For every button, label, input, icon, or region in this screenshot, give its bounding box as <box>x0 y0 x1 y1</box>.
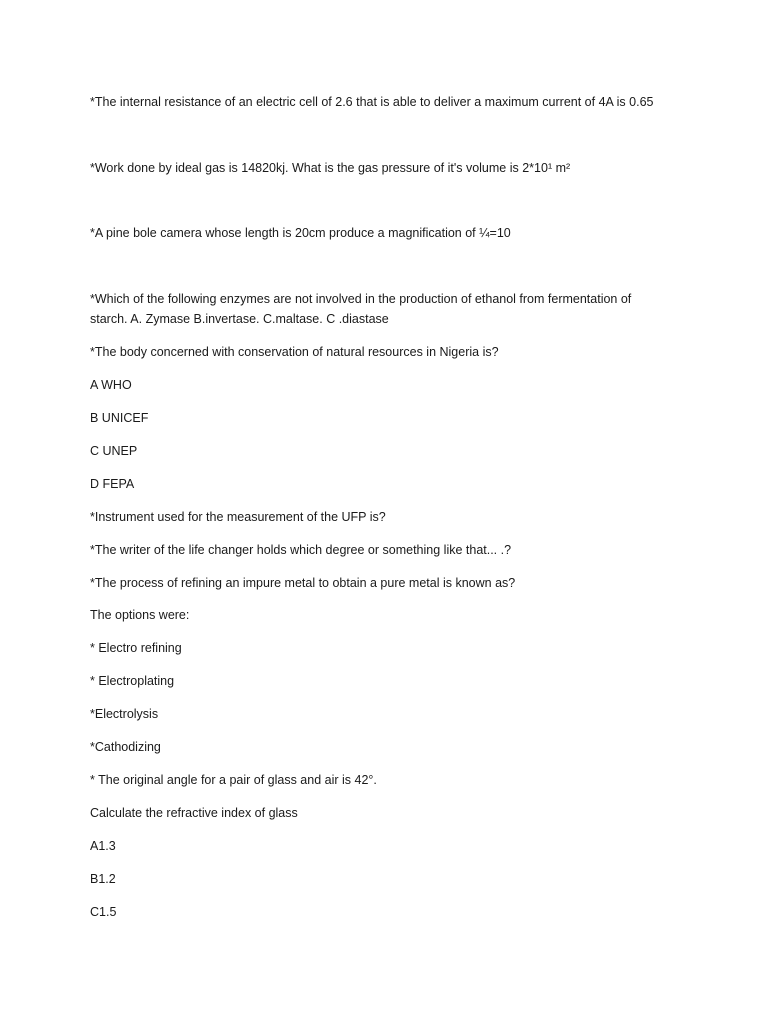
option-electroplating: * Electroplating <box>90 674 175 688</box>
option-c1-5: C1.5 <box>90 905 117 919</box>
question-ideal-gas: *Work done by ideal gas is 14820kj. What is the gas pressure of it's volume is 2*10¹ m² <box>90 161 571 175</box>
options-heading: The options were: <box>90 608 190 622</box>
question-enzymes: *Which of the following enzymes are not involved in the production of ethanol from fermentation of starch. A. Zymase B.invertase. C.maltase. C .diastase <box>90 292 632 326</box>
option-a1-3: A1.3 <box>90 839 116 853</box>
option-b-unicef: B UNICEF <box>90 411 149 425</box>
question-refractive-index: Calculate the refractive index of glass <box>90 806 298 820</box>
option-b1-2: B1.2 <box>90 872 116 886</box>
question-refining-metal: *The process of refining an impure metal to obtain a pure metal is known as? <box>90 576 516 590</box>
question-ufp-instrument: *Instrument used for the measurement of the UFP is? <box>90 510 386 524</box>
question-conservation-body: *The body concerned with conservation of natural resources in Nigeria is? <box>90 345 499 359</box>
question-life-changer: *The writer of the life changer holds which degree or something like that... .? <box>90 543 512 557</box>
option-d-fepa: D FEPA <box>90 477 135 491</box>
option-cathodizing: *Cathodizing <box>90 740 161 754</box>
question-pinhole-camera: *A pine bole camera whose length is 20cm produce a magnification of ¼=10 <box>90 226 511 240</box>
option-a-who: A WHO <box>90 378 132 392</box>
question-critical-angle: * The original angle for a pair of glass and air is 42°. <box>90 773 377 787</box>
option-c-unep: C UNEP <box>90 444 138 458</box>
question-internal-resistance: *The internal resistance of an electric cell of 2.6 that is able to deliver a maximum current of 4A is 0.65 <box>90 95 654 109</box>
option-electro-refining: * Electro refining <box>90 641 182 655</box>
option-electrolysis: *Electrolysis <box>90 707 159 721</box>
